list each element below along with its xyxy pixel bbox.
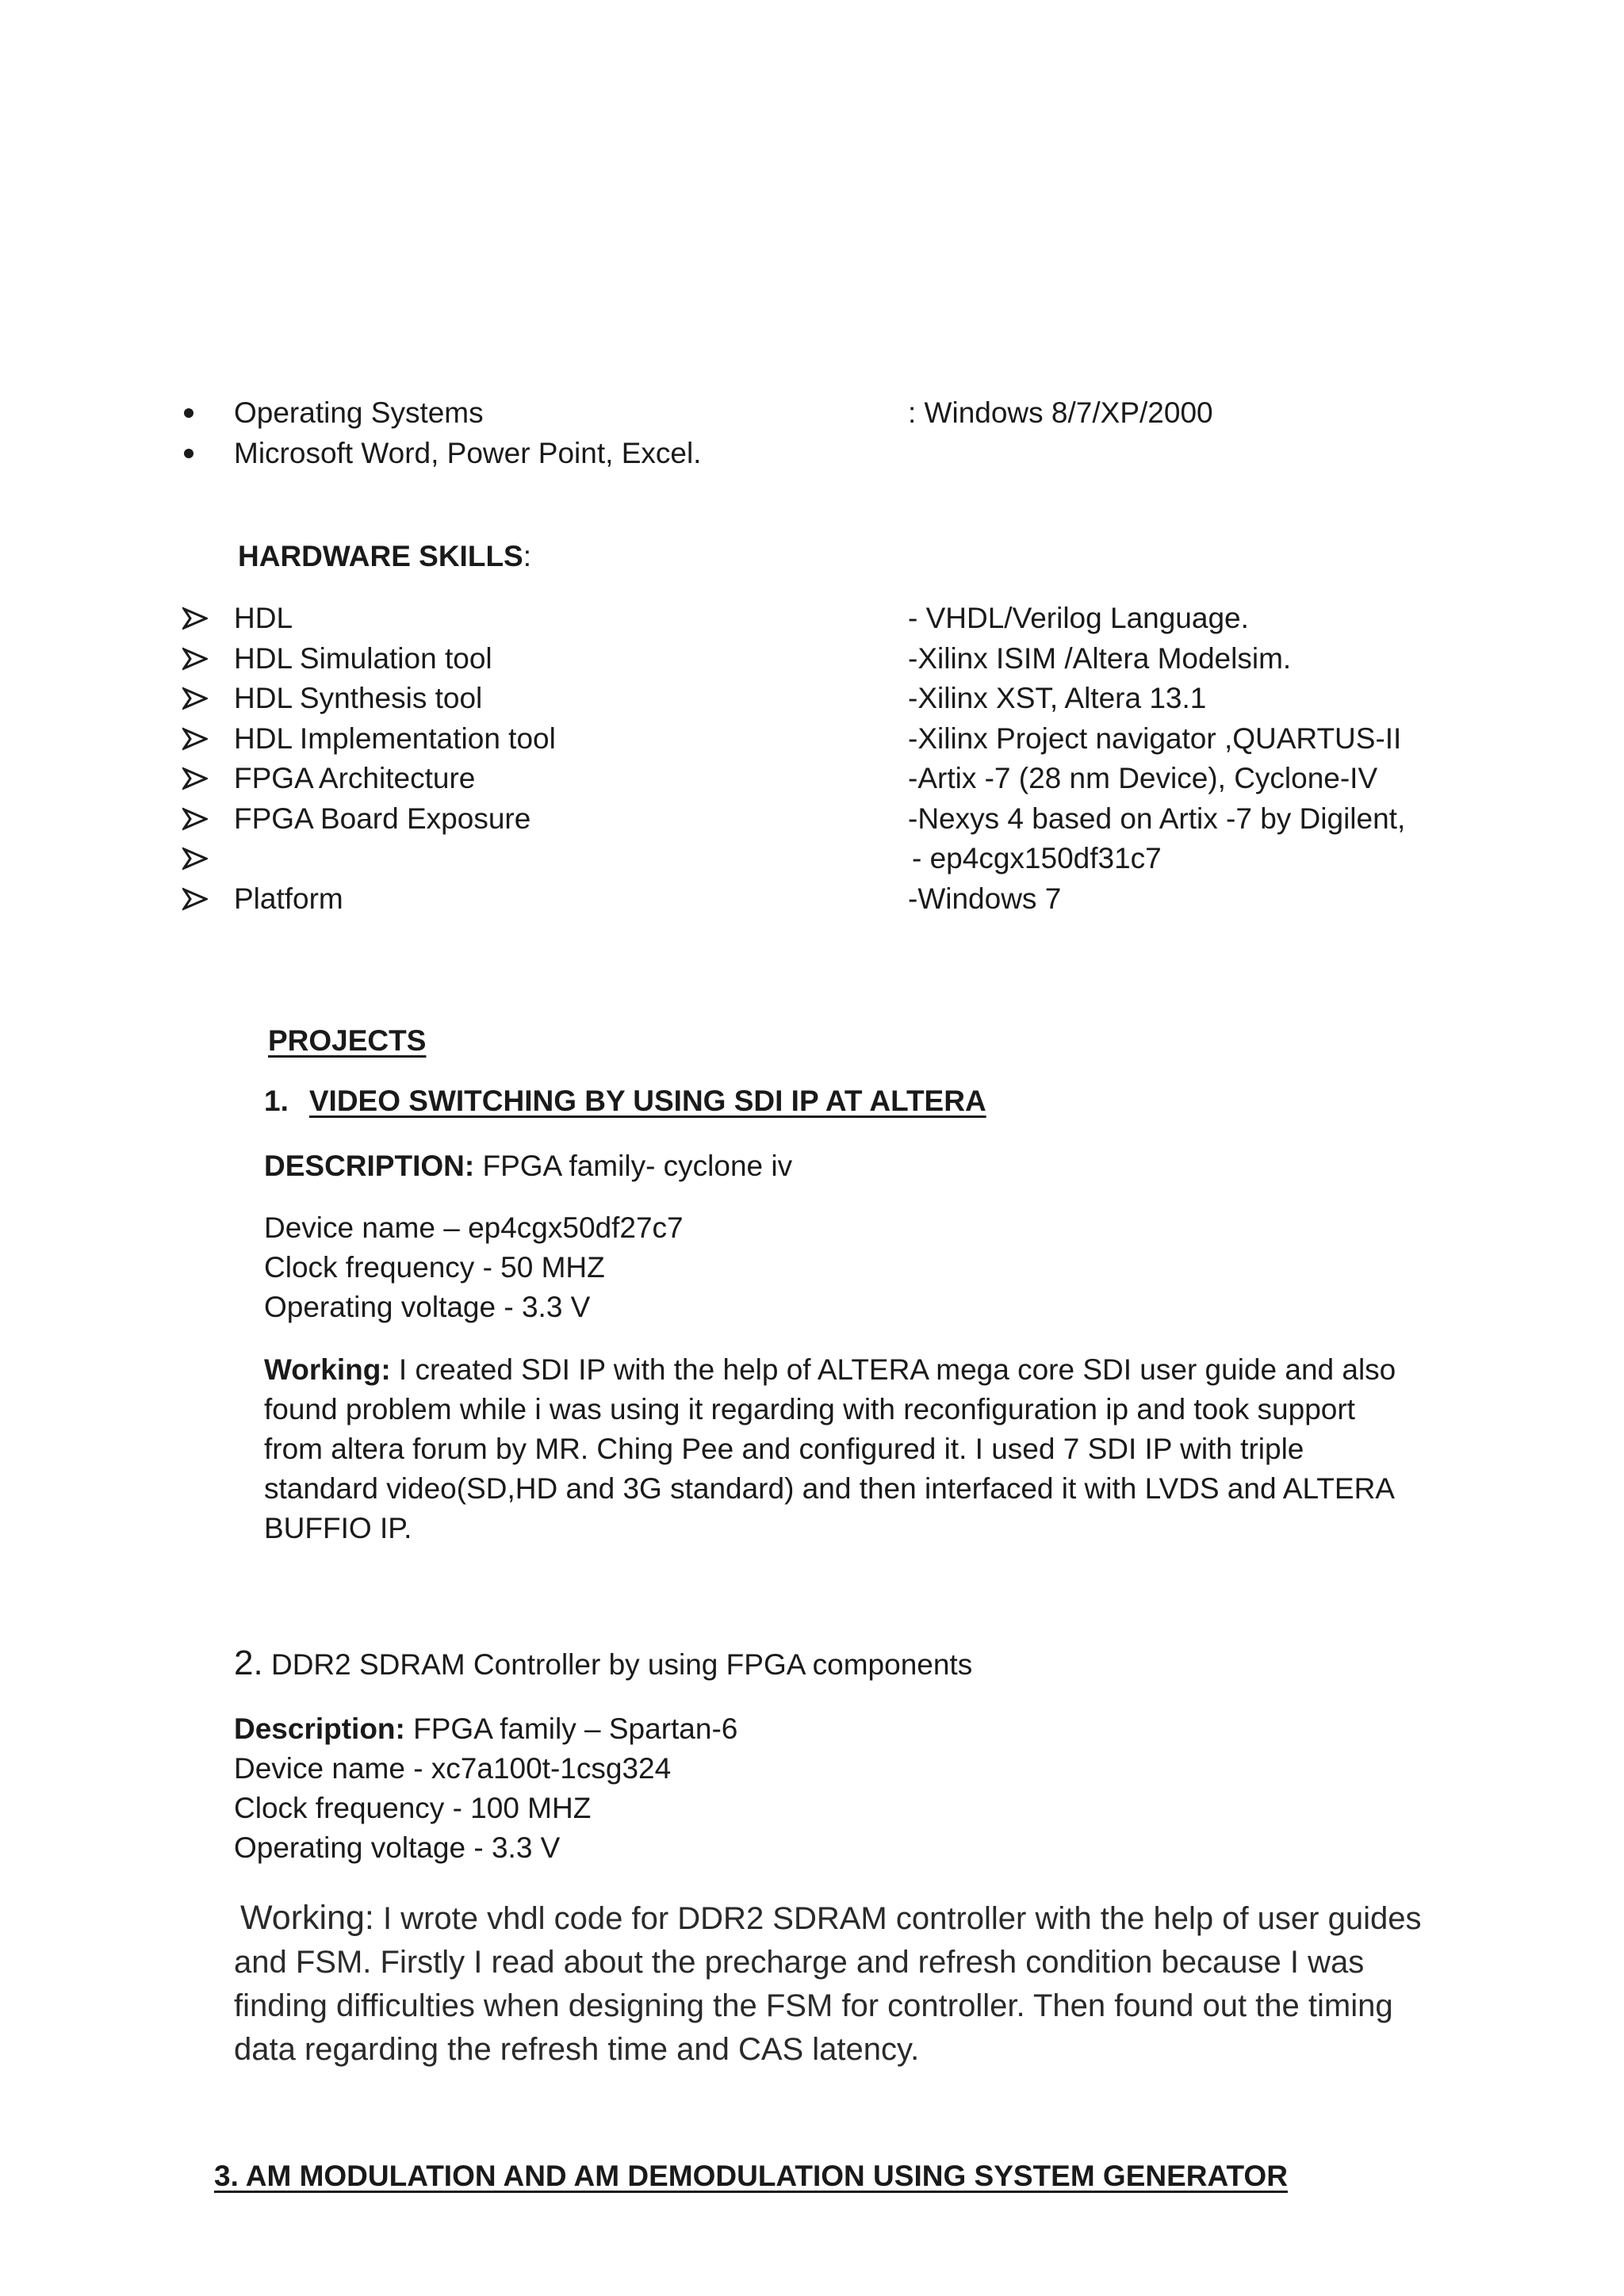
arrow-bullet-icon — [182, 766, 208, 791]
hardware-item-value: -Nexys 4 based on Artix -7 by Digilent, — [908, 802, 1406, 835]
project-1-working-line: standard video(SD,HD and 3G standard) and then interfaced it with LVDS and ALTERA — [264, 1472, 1395, 1505]
project-2-description-label: Description: — [234, 1712, 405, 1745]
project-2-working — [234, 1896, 1421, 2072]
project-2-working-line: I wrote vhdl code for DDR2 SDRAM controller with the help of user guides — [373, 1901, 1422, 1936]
hardware-skills-colon: : — [523, 540, 532, 572]
software-item-value: : Windows 8/7/XP/2000 — [908, 396, 1213, 429]
project-2-number: 2. — [234, 1644, 263, 1682]
hardware-item-label: HDL Synthesis tool — [234, 682, 483, 714]
hardware-item-label: HDL Implementation tool — [234, 722, 556, 755]
project-2-description-value: FPGA family – Spartan-6 — [404, 1712, 738, 1745]
project-1-working-line: I created SDI IP with the help of ALTERA mega core SDI user guide and also — [390, 1353, 1396, 1386]
project-2-heading — [234, 1644, 972, 1685]
software-item-label: Operating Systems — [234, 396, 484, 429]
project-2-working-line: finding difficulties when designing the FSM for controller. Then found out the timing — [234, 1988, 1393, 2023]
project-2-working-line: data regarding the refresh time and CAS latency. — [234, 2032, 920, 2067]
arrow-bullet-icon — [182, 886, 208, 912]
arrow-bullet-icon — [182, 606, 208, 631]
software-item-label: Microsoft Word, Power Point, Excel. — [234, 437, 702, 469]
project-2-detail-line: Clock frequency - 100 MHZ — [234, 1792, 592, 1824]
hardware-item-label: FPGA Board Exposure — [234, 802, 531, 835]
project-1-working-line: from altera forum by MR. Ching Pee and configured it. I used 7 SDI IP with triple — [264, 1433, 1304, 1465]
project-2-working-line: and FSM. Firstly I read about the precharge and refresh condition because I was — [234, 1945, 1365, 1980]
arrow-bullet-icon — [182, 646, 208, 672]
project-1-detail-line: Clock frequency - 50 MHZ — [264, 1251, 605, 1284]
hardware-item-label: HDL Simulation tool — [234, 642, 492, 675]
project-1-detail-line: Device name – ep4cgx50df27c7 — [264, 1211, 684, 1244]
project-1-description-label: DESCRIPTION: — [264, 1150, 475, 1182]
hardware-item-value: -Artix -7 (28 nm Device), Cyclone-IV — [908, 762, 1378, 794]
hardware-item-label: HDL — [234, 602, 293, 634]
hardware-item-value: - ep4cgx150df31c7 — [912, 842, 1162, 874]
project-2-title: DDR2 SDRAM Controller by using FPGA components — [262, 1648, 973, 1681]
project-1-working-label: Working: — [264, 1353, 391, 1386]
project-2-working-label: Working: — [240, 1899, 374, 1937]
bullet-dot-icon — [184, 408, 193, 418]
hardware-skills-title: HARDWARE SKILLS — [238, 540, 523, 572]
arrow-bullet-icon — [182, 806, 208, 832]
arrow-bullet-icon — [182, 686, 208, 711]
project-3-title: 3. AM MODULATION AND AM DEMODULATION USING SYSTEM GENERATOR — [214, 2160, 1288, 2192]
project-1-title: VIDEO SWITCHING BY USING SDI IP AT ALTERA — [308, 1085, 986, 1117]
hardware-item-value: -Windows 7 — [908, 882, 1062, 915]
hardware-skills-heading — [238, 537, 531, 576]
project-2-details — [234, 1709, 737, 1868]
project-1-working-line: BUFFIO IP. — [264, 1512, 412, 1544]
hardware-item-value: -Xilinx XST, Altera 13.1 — [908, 682, 1207, 714]
project-1-description-value: FPGA family- cyclone iv — [474, 1150, 793, 1182]
hardware-item-label: Platform — [234, 882, 343, 915]
hardware-item-value: -Xilinx Project navigator ,QUARTUS-II — [908, 722, 1402, 755]
project-1-number: 1. — [264, 1085, 289, 1117]
project-1-description — [264, 1146, 792, 1186]
bullet-dot-icon — [184, 449, 193, 458]
project-1-heading — [264, 1081, 986, 1121]
hardware-item-label: FPGA Architecture — [234, 762, 476, 794]
hardware-item-value: - VHDL/Verilog Language. — [908, 602, 1249, 634]
projects-heading: PROJECTS — [268, 1024, 427, 1057]
arrow-bullet-icon — [182, 726, 208, 752]
project-1-working — [264, 1350, 1396, 1548]
project-1-working-line: found problem while i was using it regarding with reconfiguration ip and took support — [264, 1393, 1355, 1425]
hardware-item-value: -Xilinx ISIM /Altera Modelsim. — [908, 642, 1292, 675]
project-2-detail-line: Operating voltage - 3.3 V — [234, 1831, 561, 1864]
arrow-bullet-icon — [182, 846, 208, 871]
project-1-details — [264, 1208, 684, 1327]
project-1-detail-line: Operating voltage - 3.3 V — [264, 1291, 591, 1323]
project-2-detail-line: Device name - xc7a100t-1csg324 — [234, 1752, 672, 1785]
